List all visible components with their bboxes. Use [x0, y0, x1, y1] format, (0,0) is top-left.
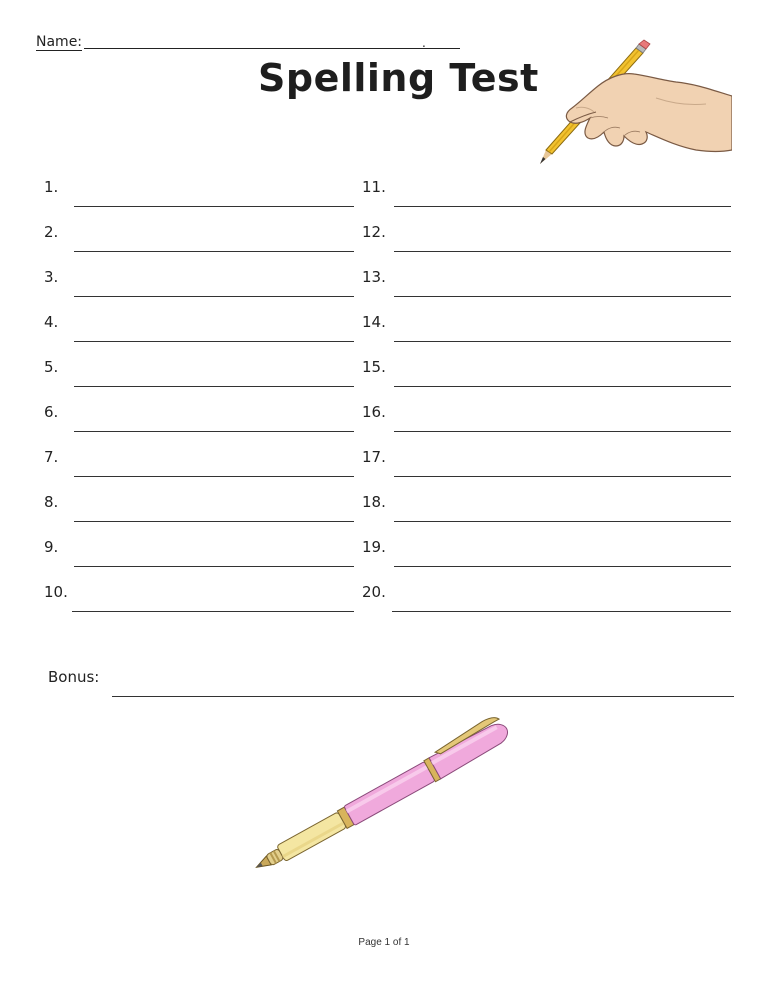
answer-number: 2. [44, 223, 59, 241]
answer-number: 9. [44, 538, 59, 556]
answer-row-9 [44, 538, 356, 562]
answer-row-12 [362, 223, 732, 247]
answer-row-6 [44, 403, 356, 427]
answer-line[interactable] [74, 296, 354, 297]
pen-icon [248, 713, 513, 872]
answer-row-19 [362, 538, 732, 562]
answer-number: 12. [362, 223, 386, 241]
answer-number: 15. [362, 358, 386, 376]
answer-number: 4. [44, 313, 59, 331]
answer-line[interactable] [74, 521, 354, 522]
answer-line[interactable] [394, 566, 731, 567]
answer-number: 3. [44, 268, 59, 286]
answer-line[interactable] [74, 386, 354, 387]
answer-row-4 [44, 313, 356, 337]
answer-line[interactable] [72, 611, 354, 612]
answer-row-3 [44, 268, 356, 292]
answer-number: 20. [362, 583, 386, 601]
answer-row-17 [362, 448, 732, 472]
answer-row-5 [44, 358, 356, 382]
answer-row-15 [362, 358, 732, 382]
answer-line[interactable] [392, 611, 731, 612]
answer-number: 16. [362, 403, 386, 421]
answer-number: 19. [362, 538, 386, 556]
answer-line[interactable] [394, 521, 731, 522]
answer-line[interactable] [74, 566, 354, 567]
answer-line[interactable] [394, 206, 731, 207]
answer-number: 8. [44, 493, 59, 511]
name-dot: . [422, 36, 426, 50]
answer-line[interactable] [74, 341, 354, 342]
answer-number: 1. [44, 178, 59, 196]
pen-illustration [242, 712, 526, 872]
answer-number: 10. [44, 583, 68, 601]
page-title: Spelling Test [258, 56, 539, 100]
answer-line[interactable] [74, 431, 354, 432]
answer-number: 18. [362, 493, 386, 511]
answer-line[interactable] [74, 251, 354, 252]
bonus-line[interactable] [112, 696, 734, 697]
answer-number: 6. [44, 403, 59, 421]
answer-number: 7. [44, 448, 59, 466]
answer-row-13 [362, 268, 732, 292]
answer-line[interactable] [394, 386, 731, 387]
answer-row-14 [362, 313, 732, 337]
answer-row-1 [44, 178, 356, 202]
answer-line[interactable] [394, 431, 731, 432]
answer-line[interactable] [394, 251, 731, 252]
answer-row-10 [44, 583, 356, 607]
answer-line[interactable] [394, 476, 731, 477]
answer-row-18 [362, 493, 732, 517]
name-label: Name: [36, 34, 83, 50]
answer-number: 11. [362, 178, 386, 196]
page-footer: Page 1 of 1 [358, 937, 410, 948]
answer-row-20 [362, 583, 732, 607]
answer-line[interactable] [394, 296, 731, 297]
answer-number: 5. [44, 358, 59, 376]
answer-row-11 [362, 178, 732, 202]
answer-row-16 [362, 403, 732, 427]
answer-number: 13. [362, 268, 386, 286]
answer-number: 17. [362, 448, 386, 466]
answer-number: 14. [362, 313, 386, 331]
answer-line[interactable] [394, 341, 731, 342]
answer-row-2 [44, 223, 356, 247]
answer-line[interactable] [74, 206, 354, 207]
answer-row-8 [44, 493, 356, 517]
bonus-label: Bonus: [48, 668, 100, 686]
answer-row-7 [44, 448, 356, 472]
answer-line[interactable] [74, 476, 354, 477]
